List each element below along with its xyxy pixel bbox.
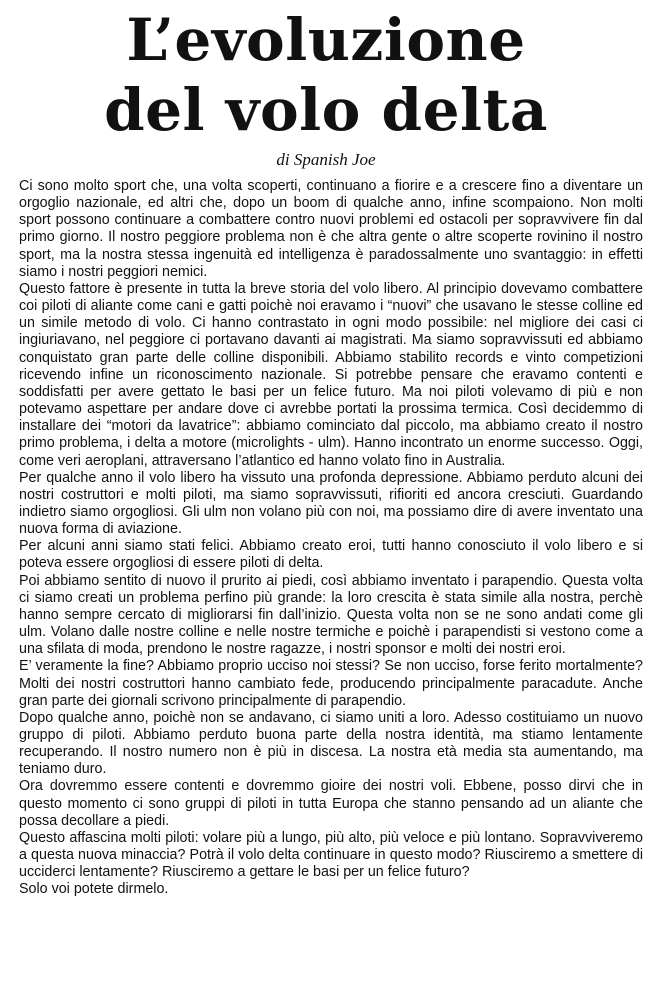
article-title-line-1: L’evoluzione (126, 6, 526, 74)
paragraph: Per qualche anno il volo libero ha vissuto una profonda depressione. Abbiamo perduto alcuni dei nostri costruttori e molti piloti, ma siamo sopravvissuti, rifioriti ed ancora cresciuti. Guardando indietro siamo orgogliosi. Gli ulm non volano più con noi, ma possiamo dire di avere inventato una nuova forma di aviazione. (19, 469, 643, 538)
paragraph: Ci sono molto sport che, una volta scoperti, continuano a fiorire e a crescere fino a diventare un orgoglio nazionale, ed altri che, dopo un boom di qualche anno, infine scompaiono. Non molti sport possono continuare a combattere contro nuovi problemi ed ostacoli per sopravvivere fin dal primo giorno. Il nostro peggiore problema non è che altra gente o altre scoperte rovinino il nostro sport, ma la nostra stessa ingenuità ed intelligenza è paradossalmente uno svantaggio: in effetti siamo i nostri peggiori nemici. (19, 178, 643, 280)
paragraph: Poi abbiamo sentito di nuovo il prurito ai piedi, così abbiamo inventato i parapendio. Questa volta ci siamo creati un problema perfino più grande: la loro crescita è stata simile alla nostra, perchè hanno sempre cercato di migliorarsi fin dall’inizio. Questa volta non se ne sono andati come gli ulm. Volano dalle nostre colline e nelle nostre termiche e poichè i parapendisti si vestono come a una sfilata di moda, prendono le nostre ragazze, i nostri sponsor e molti dei nostri eroi. (19, 572, 643, 658)
paragraph: Questo affascina molti piloti: volare più a lungo, più alto, più veloce e più lontano. Sopravviveremo a questa nuova minaccia? Potrà il volo delta continuare in questo modo? Riusciremo a smettere di ucciderci lentamente? Riusciremo a gettare le basi per un felice futuro? (19, 829, 643, 881)
paragraph: Ora dovremmo essere contenti e dovremmo gioire dei nostri voli. Ebbene, posso dirvi che in questo momento ci sono gruppi di piloti in tutta Europa che stanno pensando ad un aliante che possa decollare a piedi. (19, 778, 643, 829)
paragraph: Questo fattore è presente in tutta la breve storia del volo libero. Al principio dovevamo combattere coi piloti di aliante come cani e gatti poichè noi eravamo i “nuovi” che usavano le stesse colline ed un simile metodo di volo. Ci hanno contrastato in ogni modo possibile: nel migliore dei casi ci ingiuriavano, nel peggiore ci portavano davanti ai magistrati. Ma siamo sopravvissuti ed abbiamo conquistato gran parte delle colline disponibili. Abbiamo stabilito records e vinto competizioni ricevendo infine un riconoscimento nazionale. Si potrebbe pensare che eravamo contenti e soddisfatti per avere gettato le basi per un felice futuro. Ma noi piloti volevamo di più e non potevamo aspettare per andare dove ci avrebbe portati la prossima termica. Così decidemmo di installare dei “motori da lavatrice”: abbiamo cominciato dal piccolo, ma abbiamo creato il nostro primo problema, i delta a motore (microlights - ulm). Hanno incontrato un enorme successo. Oggi, come veri aeroplani, attraversano l’atlantico ed hanno volato fino in Australia. (19, 280, 643, 469)
paragraph: Dopo qualche anno, poichè non se andavano, ci siamo uniti a loro. Adesso costituiamo un nuovo gruppo di piloti. Abbiamo perduto buona parte della nostra identità, ma stiamo lentamente recuperando. Il nostro numero non è più in discesa. La nostra età media sta aumentando, ma teniamo duro. (19, 709, 643, 778)
article-byline: di Spanish Joe (276, 150, 376, 169)
paragraph: Solo voi potete dirmelo. (19, 881, 169, 898)
paragraph: E’ veramente la fine? Abbiamo proprio ucciso noi stessi? Se non ucciso, forse ferito mortalmente? Molti dei nostri costruttori hanno cambiato fede, producendo principalmente paracadute. Anche gran parte dei giornali scrivono principalmente di parapendio. (19, 658, 643, 709)
article-body (19, 178, 643, 899)
article-title-line-2: del volo delta (104, 76, 548, 144)
paragraph: Per alcuni anni siamo stati felici. Abbiamo creato eroi, tutti hanno conosciuto il volo libero e si poteva essere orgogliosi di essere piloti di delta. (19, 538, 643, 572)
